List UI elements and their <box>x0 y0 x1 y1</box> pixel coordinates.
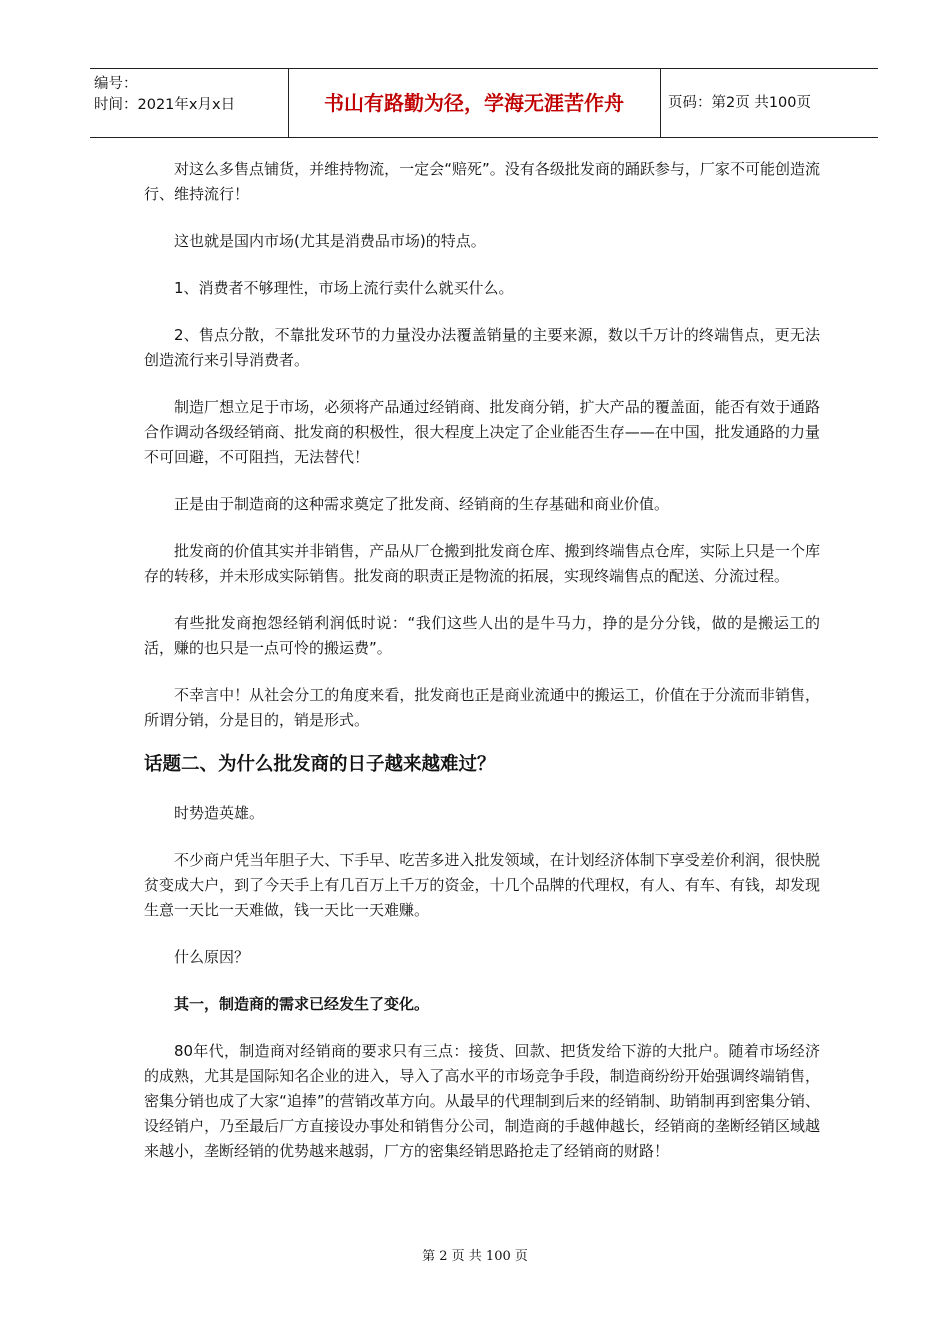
paragraph: 时势造英雄。 <box>174 804 265 822</box>
header-meta <box>94 74 235 116</box>
paragraph: 不幸言中！从社会分工的角度来看，批发商也正是商业流通中的搬运工，价值在于分流而非销售，所谓分销，分是目的，销是形式。 <box>144 686 820 729</box>
paragraph: 不少商户凭当年胆子大、下手早、吃苦多进入批发领域，在计划经济体制下享受差价利润，很快脱贫变成大户，到了今天手上有几百万上千万的资金，十几个品牌的代理权，有人、有车、有钱，却发现生意一天比一天难做，钱一天比一天难赚。 <box>144 851 820 919</box>
subheading: 其一，制造商的需求已经发生了变化。 <box>174 995 430 1013</box>
section-heading: 话题二、为什么批发商的日子越来越难过？ <box>144 754 496 775</box>
page-header <box>90 68 878 138</box>
paragraph: 有些批发商抱怨经销利润低时说：“我们这些人出的是牛马力，挣的是分分钱，做的是搬运工的活，赚的也只是一点可怜的搬运费”。 <box>144 614 820 657</box>
paragraph: 批发商的价值其实并非销售，产品从厂仓搬到批发商仓库、搬到终端售点仓库，实际上只是一个库存的转移，并未形成实际销售。批发商的职责正是物流的拓展，实现终端售点的配送、分流过程。 <box>144 542 820 585</box>
paragraph: 对这么多售点铺货，并维持物流，一定会“赔死”。没有各级批发商的踊跃参与，厂家不可能创造流行、维持流行！ <box>144 160 820 203</box>
document-time-label: 时间：2021年x月x日 <box>94 97 236 113</box>
document-body <box>144 157 820 1164</box>
paragraph: 制造厂想立足于市场，必须将产品通过经销商、批发商分销，扩大产品的覆盖面，能否有效于通路合作调动各级经销商、批发商的积极性，很大程度上决定了企业能否生存——在中国，批发通路的力量不可回避，不可阻挡，无法替代！ <box>144 398 820 466</box>
paragraph: 2、售点分散，不靠批发环节的力量没办法覆盖销量的主要来源，数以千万计的终端售点，更无法创造流行来引导消费者。 <box>144 326 820 369</box>
document-number-label: 编号： <box>94 76 138 92</box>
paragraph: 什么原因？ <box>174 948 250 966</box>
header-motto: 书山有路勤为径，学海无涯苦作舟 <box>324 91 624 115</box>
paragraph: 正是由于制造商的这种需求奠定了批发商、经销商的生存基础和商业价值。 <box>174 495 670 513</box>
paragraph: 80年代，制造商对经销商的要求只有三点：接货、回款、把货发给下游的大批户。随着市场经济的成熟，尤其是国际知名企业的进入，导入了高水平的市场竞争手段，制造商纷纷开始强调终端销售，密集分销也成了大家“追捧”的营销改革方向。从最早的代理制到后来的经销制、助销制再到密集分销、设经销户，乃至最后厂方直接设办事处和销售分公司，制造商的手越伸越长，经销商的垄断经销区域越来越小，垄断经销的优势越来越弱，厂方的密集经销思路抢走了经销商的财路！ <box>144 1042 820 1160</box>
paragraph: 这也就是国内市场(尤其是消费品市场)的特点。 <box>174 232 486 250</box>
header-divider-right <box>660 69 661 137</box>
page-footer: 第 2 页 共 100 页 <box>422 1249 528 1264</box>
paragraph: 1、消费者不够理性，市场上流行卖什么就买什么。 <box>174 279 514 297</box>
header-page-label: 页码：第2页 共100页 <box>668 95 812 111</box>
